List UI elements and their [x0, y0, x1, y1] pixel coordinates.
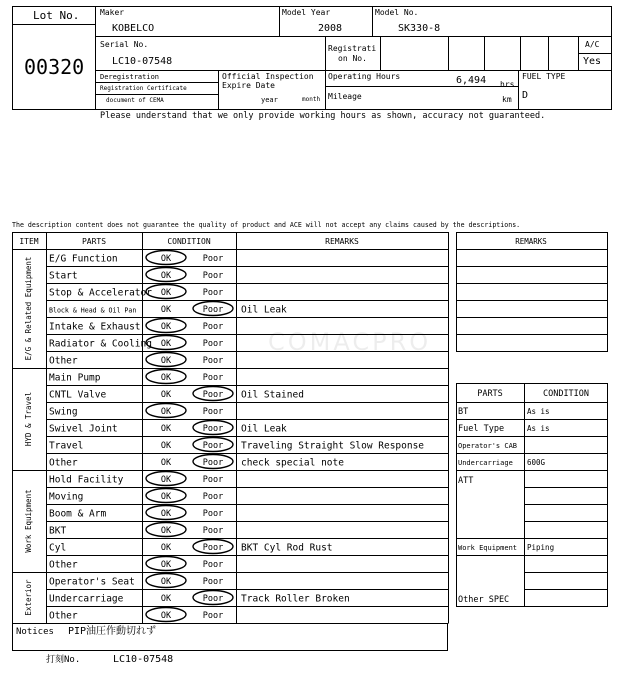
lot-no-value: 00320	[24, 55, 85, 79]
part-label: Hold Facility	[49, 474, 124, 486]
col-item: ITEM	[19, 237, 39, 246]
model-year-value: 2008	[318, 23, 343, 34]
deregistration-label: Deregistration	[100, 73, 160, 81]
part-label: Stop & Accelerator	[49, 287, 152, 299]
remark-text: check special note	[241, 457, 344, 469]
ok-option: OK	[160, 424, 172, 434]
spec-value: Piping	[527, 543, 555, 552]
remark-text: Oil Leak	[241, 423, 287, 435]
serial-no-value: LC10-07548	[112, 56, 173, 67]
spec-part: BT	[458, 407, 469, 417]
ok-option: OK	[160, 475, 172, 485]
table-header	[13, 233, 449, 250]
fuel-type-label: FUEL TYPE	[522, 72, 566, 81]
ac-label: A/C	[585, 40, 600, 49]
poor-option: Poor	[202, 492, 224, 502]
part-label: Main Pump	[49, 372, 101, 384]
poor-option: Poor	[202, 475, 224, 485]
spec-value: 600G	[527, 458, 546, 467]
part-label: CNTL Valve	[49, 389, 107, 401]
stamp-value: LC10-07548	[113, 654, 174, 665]
poor-option: Poor	[202, 254, 224, 264]
part-label: Operator's Seat	[49, 576, 135, 588]
remark-text: Track Roller Broken	[241, 593, 350, 605]
cema-label: document of CEMA	[106, 97, 164, 104]
right-remarks-label: REMARKS	[515, 237, 547, 246]
operating-hours-value: 6,494	[456, 75, 487, 86]
ok-option: OK	[160, 458, 172, 468]
poor-option: Poor	[202, 577, 224, 587]
inspection-label-2: Expire Date	[222, 81, 275, 90]
spec-part: ATT	[458, 476, 474, 486]
model-no-value: SK330-8	[398, 23, 441, 34]
ok-option: OK	[160, 288, 172, 298]
fuel-type-value: D	[522, 90, 529, 101]
part-label: Block & Head & Oil Pan	[49, 306, 137, 315]
maker-value: KOBELCO	[112, 23, 155, 34]
ok-option: OK	[160, 492, 172, 502]
ok-option: OK	[160, 339, 172, 349]
hrs-label: hrs	[500, 80, 515, 89]
part-label: Other	[49, 610, 78, 622]
ok-option: OK	[160, 509, 172, 519]
ok-option: OK	[160, 577, 172, 587]
notices-label: Notices	[16, 627, 54, 637]
part-label: Boom & Arm	[49, 508, 107, 520]
part-label: E/G Function	[49, 253, 118, 265]
poor-option: Poor	[202, 441, 224, 451]
ok-option: OK	[160, 543, 172, 553]
ok-option: OK	[160, 560, 172, 570]
spec-value: As is	[527, 407, 550, 416]
spec-part: Work Equipment	[458, 544, 518, 552]
poor-option: Poor	[202, 543, 224, 553]
part-label: Start	[49, 270, 78, 282]
part-label: Radiator & Cooling	[49, 338, 152, 350]
col-remarks: REMARKS	[325, 237, 359, 246]
ok-option: OK	[160, 254, 172, 264]
group-label: HYD & Travel	[24, 391, 33, 447]
spec-part: Other SPEC	[458, 595, 510, 605]
km-label: km	[502, 95, 512, 104]
part-label: Cyl	[49, 542, 67, 554]
stamp-label: 打刻No.	[46, 655, 81, 665]
hours-notice: Please understand that we only provide working hours as shown, accuracy not guaranteed.	[100, 111, 546, 121]
maker-label: Maker	[100, 8, 125, 17]
group-label: Exterior	[24, 579, 33, 616]
poor-option: Poor	[202, 407, 224, 417]
ok-option: OK	[160, 441, 172, 451]
poor-option: Poor	[202, 458, 224, 468]
serial-no-label: Serial No.	[100, 40, 149, 49]
ok-option: OK	[160, 526, 172, 536]
poor-option: Poor	[202, 288, 224, 298]
spec-col-condition: CONDITION	[542, 389, 590, 399]
part-label: Moving	[49, 491, 84, 503]
ac-value: Yes	[583, 56, 602, 67]
watermark: COMACPRO	[268, 328, 432, 356]
ok-option: OK	[160, 356, 172, 366]
year-label: year	[261, 96, 278, 104]
part-label: Intake & Exhaust	[49, 321, 141, 333]
lot-no-label: Lot No.	[33, 9, 80, 22]
spec-part: Fuel Type	[458, 424, 505, 434]
poor-option: Poor	[202, 305, 224, 315]
model-year-label: Model Year	[282, 8, 331, 17]
ok-option: OK	[160, 594, 172, 604]
col-parts: PARTS	[81, 237, 107, 246]
registration-label-2: on No.	[338, 54, 367, 63]
registration-label-1: Registrati	[328, 44, 377, 53]
model-no-label: Model No.	[375, 8, 419, 17]
poor-option: Poor	[202, 322, 224, 332]
ok-option: OK	[160, 611, 172, 621]
part-label: Other	[49, 559, 78, 571]
spec-col-parts: PARTS	[477, 389, 503, 399]
poor-option: Poor	[202, 611, 224, 621]
ok-option: OK	[160, 373, 172, 383]
spec-value: As is	[527, 424, 550, 433]
group-label: E/G & Related Equipment	[24, 256, 33, 361]
part-label: Swing	[49, 406, 78, 418]
operating-hours-label: Operating Hours	[328, 72, 401, 81]
part-label: Other	[49, 457, 78, 469]
remark-text: BKT Cyl Rod Rust	[241, 542, 333, 554]
poor-option: Poor	[202, 373, 224, 383]
part-label: BKT	[49, 525, 67, 537]
ok-option: OK	[160, 322, 172, 332]
registration-certificate-label: Registration Certificate	[100, 85, 187, 92]
poor-option: Poor	[202, 390, 224, 400]
poor-option: Poor	[202, 424, 224, 434]
ok-option: OK	[160, 407, 172, 417]
part-label: Undercarriage	[49, 593, 124, 605]
disclaimer: The description content does not guarantee the quality of product and ACE will not accept any claims caused by the descriptions.	[12, 221, 521, 229]
ok-option: OK	[160, 390, 172, 400]
poor-option: Poor	[202, 509, 224, 519]
col-condition: CONDITION	[167, 237, 211, 246]
remark-text: Oil Stained	[241, 389, 304, 401]
poor-option: Poor	[202, 271, 224, 281]
poor-option: Poor	[202, 356, 224, 366]
spec-part: Operator's CAB	[458, 442, 518, 450]
ok-option: OK	[160, 271, 172, 281]
month-label: month	[302, 96, 321, 103]
remark-text: Traveling Straight Slow Response	[241, 440, 425, 452]
remark-text: Oil Leak	[241, 304, 287, 316]
notices-text: PIP油圧作動切れず	[68, 626, 157, 637]
mileage-label: Mileage	[328, 92, 362, 101]
group-label: Work Equipment	[24, 489, 33, 553]
inspection-label-1: Official Inspection	[222, 72, 314, 81]
part-label: Swivel Joint	[49, 423, 118, 435]
part-label: Travel	[49, 440, 84, 452]
poor-option: Poor	[202, 526, 224, 536]
spec-part: Undercarriage	[458, 459, 513, 467]
poor-option: Poor	[202, 560, 224, 570]
poor-option: Poor	[202, 594, 224, 604]
poor-option: Poor	[202, 339, 224, 349]
part-label: Other	[49, 355, 78, 367]
ok-option: OK	[160, 305, 172, 315]
